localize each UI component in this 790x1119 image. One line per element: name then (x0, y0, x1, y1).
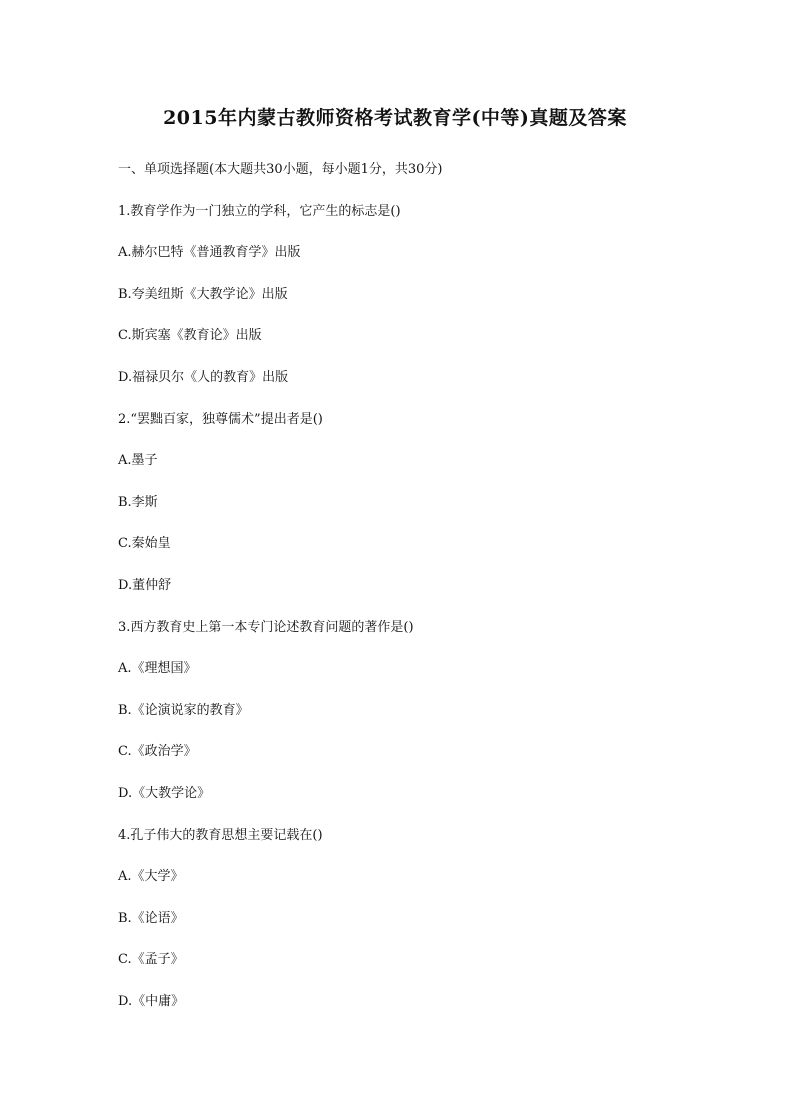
question-3-option-a: A.《理想国》 (118, 661, 197, 677)
question-4-stem: 4.孔子伟大的教育思想主要记载在() (118, 827, 323, 843)
question-2-option-a: A.墨子 (118, 453, 158, 469)
question-4-option-b: B.《论语》 (118, 910, 184, 926)
section-heading: 一、单项选择题(本大题共30小题，每小题1分，共30分) (118, 162, 443, 177)
question-3-stem: 3.西方教育史上第一本专门论述教育问题的著作是() (118, 619, 414, 635)
question-2-option-b: B.李斯 (118, 494, 158, 510)
document-body (118, 160, 718, 1033)
question-4-option-c: C.《孟子》 (118, 952, 184, 968)
question-3-option-d: D.《大教学论》 (118, 785, 211, 801)
question-1-option-c: C.斯宾塞《教育论》出版 (118, 328, 262, 344)
question-3-option-c: C.《政治学》 (118, 744, 197, 760)
question-1-option-b: B.夸美纽斯《大教学论》出版 (118, 286, 288, 302)
question-4-option-d: D.《中庸》 (118, 993, 185, 1009)
question-2-option-d: D.董仲舒 (118, 577, 172, 593)
question-1-stem: 1.教育学作为一门独立的学科，它产生的标志是() (118, 203, 401, 219)
question-1-option-d: D.福禄贝尔《人的教育》出版 (118, 369, 289, 385)
question-2-option-c: C.秦始皇 (118, 536, 171, 552)
question-2-stem: 2.“罢黜百家，独尊儒术”提出者是() (118, 411, 323, 427)
question-3-option-b: B.《论演说家的教育》 (118, 702, 249, 718)
document-title: 2015年内蒙古教师资格考试教育学(中等)真题及答案 (163, 107, 627, 129)
question-4-option-a: A.《大学》 (118, 869, 184, 885)
question-1-option-a: A.赫尔巴特《普通教育学》出版 (118, 245, 301, 261)
